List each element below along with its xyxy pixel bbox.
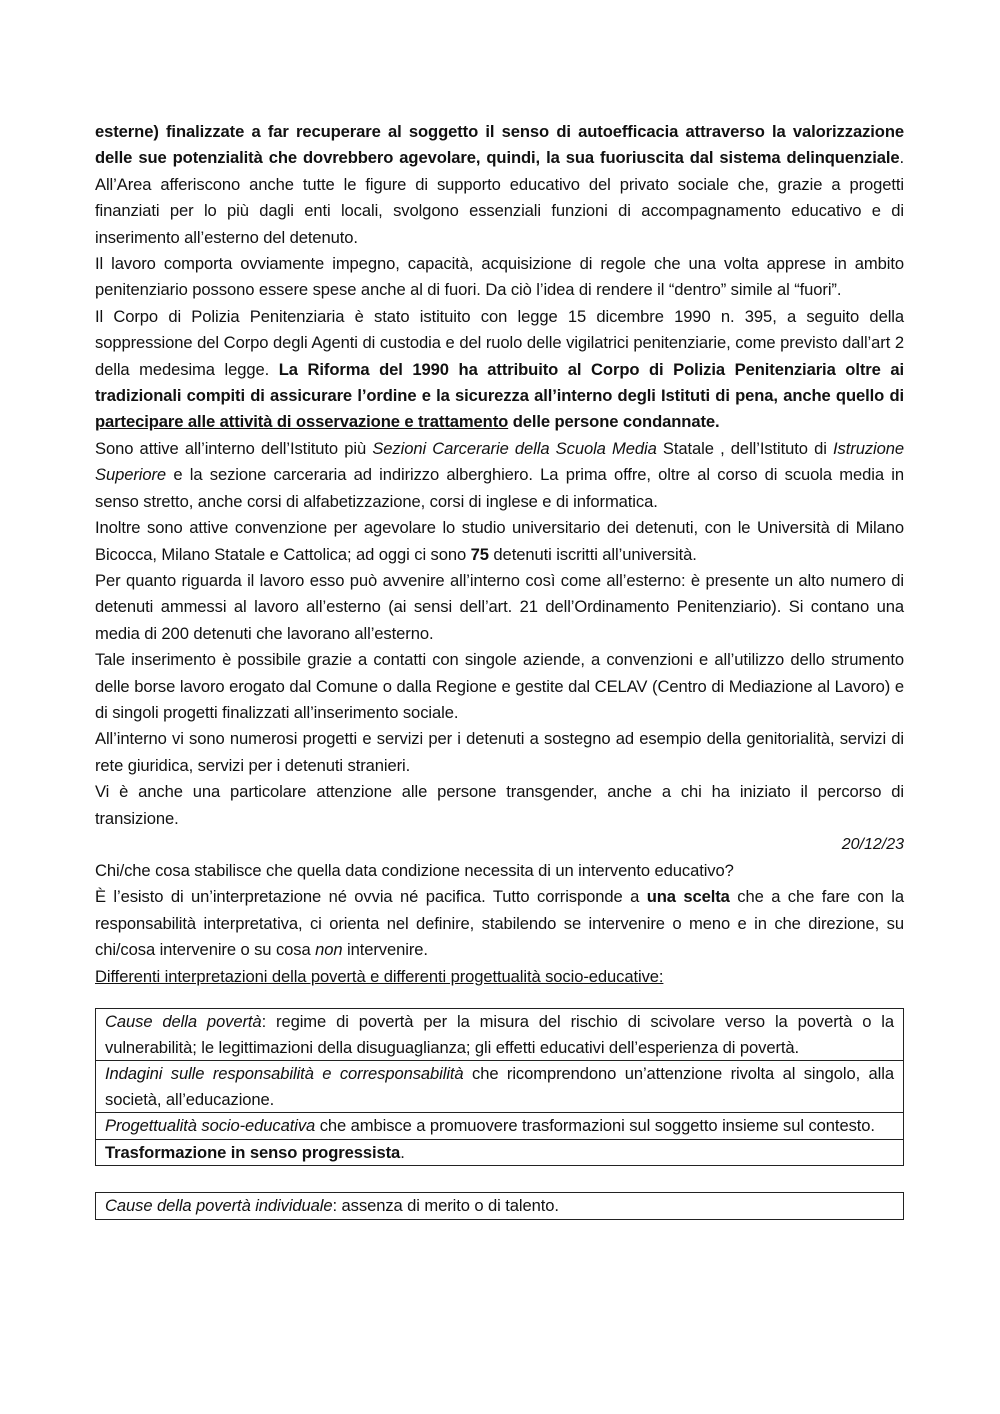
text-run: Vi è anche una particolare attenzione alle persone transgender, anche a chi ha iniziato il percorso di transizione.: [95, 782, 904, 828]
text-run: Il lavoro comporta ovviamente impegno, capacità, acquisizione di regole che una volta apprese in ambito penitenziario possono essere spese anche al di fuori. Da ciò l’idea di rendere il “dentro” simile al “fuori”.: [95, 254, 904, 300]
text-run: partecipare alle attività di osservazione e trattamento: [95, 412, 509, 432]
text-run: Sezioni Carcerarie della Scuola Media: [372, 438, 657, 458]
paragraph: [95, 304, 904, 436]
text-run: Progettualità socio-educativa: [105, 1116, 316, 1135]
text-run: che a che fare con la responsabilità interpretativa, ci orienta nel definire, stabilendo se intervenire o meno e in che direzione, su chi/cosa intervenire o su cosa: [95, 887, 904, 960]
paragraph: [95, 726, 904, 779]
text-run: Chi/che cosa stabilisce che quella data condizione necessita di un intervento educativo?: [95, 860, 734, 880]
table-row: [96, 1139, 904, 1166]
table-row: [96, 1061, 904, 1113]
table-cell: [96, 1193, 904, 1220]
table-cell: [96, 1009, 904, 1061]
table-row: [96, 1009, 904, 1061]
body-text-section-2: [95, 858, 904, 990]
text-run: intervenire.: [342, 940, 428, 960]
text-run: All’interno vi sono numerosi progetti e servizi per i detenuti a sostegno ad esempio della genitorialità, servizi di rete giuridica, servizi per i detenuti stranieri.: [95, 729, 904, 775]
text-run: Inoltre sono attive convenzione per agevolare lo studio universitario dei detenuti, con le Università di Milano Bicocca, Milano Statale e Cattolica; ad oggi ci sono: [95, 518, 904, 564]
paragraph: [95, 251, 904, 304]
text-run: Statale , dell’Istituto di: [656, 438, 834, 458]
text-run: : regime di povertà per la misura del rischio di scivolare verso la povertà o la vulnerabilità; le legittimazioni della disuguaglianza; gli effetti educativi dell’esperienza di povertà.: [105, 1012, 895, 1057]
table-cell: [96, 1113, 904, 1140]
text-run: È l’esisto di un’interpretazione né ovvia né pacifica. Tutto corrisponde a: [95, 887, 647, 907]
text-run: Il Corpo di Polizia Penitenziaria è stato istituito con legge 15 dicembre 1990 n. 395, a seguito della soppressione del Corpo degli Agenti di custodia e del ruolo delle vigilatrici penitenziarie, come previsto dall’art 2 della medesima legge.: [95, 306, 904, 379]
text-run: che ricomprendono un’attenzione rivolta al singolo, alla società, all’educazione.: [105, 1064, 894, 1109]
text-run: : assenza di merito o di talento.: [332, 1196, 559, 1215]
table-row: [96, 1113, 904, 1140]
text-run: Istruzione Superiore: [95, 438, 904, 485]
text-run: esterne) finalizzate a far recuperare al soggetto il senso di autoefficacia attraverso la valorizzazione delle sue potenzialità che dovrebbero agevolare, quindi, la sua fuoriuscita dal sistema delinquenziale: [95, 122, 904, 168]
entry-date: 20/12/23: [841, 835, 904, 853]
text-run: Trasformazione in senso progressista: [105, 1142, 401, 1162]
text-run: .: [400, 1142, 405, 1162]
spacer: [95, 1166, 904, 1192]
paragraph: [95, 779, 904, 832]
table-row: [96, 1193, 904, 1220]
paragraph: [95, 858, 904, 884]
text-run: La Riforma del 1990 ha attribuito al Corpo di Polizia Penitenziaria oltre ai tradizionali compiti di assicurare l’ordine e la sicurezza all’interno degli Istituti di pena, anche quello di: [95, 359, 905, 406]
spacer: [95, 990, 904, 1008]
table-cell: [96, 1139, 904, 1166]
text-run: Cause della povertà: [105, 1012, 262, 1031]
text-run: che ambisce a promuovere trasformazioni sul soggetto insieme sul contesto.: [315, 1116, 875, 1135]
text-run: 75: [470, 544, 489, 564]
text-run: non: [315, 940, 343, 960]
text-run: Tale inserimento è possibile grazie a contatti con singole aziende, a convenzioni e all’utilizzo dello strumento delle borse lavoro erogato dal Comune o dalla Regione e gestite dal CELAV (Centro di Mediazione al Lavoro) e di singoli progetti finalizzati all’inserimento sociale.: [95, 650, 904, 722]
paragraph: [95, 515, 904, 568]
text-run: e la sezione carceraria ad indirizzo alberghiero. La prima offre, oltre al corso di scuola media in senso stretto, anche corsi di alfabetizzazione, corsi di inglese e di informatica.: [95, 465, 904, 511]
text-run: Sono attive all’interno dell’Istituto più: [95, 438, 373, 458]
paragraph: [95, 568, 904, 647]
text-run: Indagini sulle responsabilità e corresponsabilità: [105, 1064, 464, 1083]
paragraph: [95, 119, 904, 251]
text-run: detenuti iscritti all’università.: [488, 544, 697, 564]
body-text-section-1: [95, 119, 904, 832]
poverty-interpretation-table: [95, 1008, 904, 1166]
text-run: Differenti interpretazioni della povertà e differenti progettualità socio-educative:: [95, 966, 664, 986]
text-run: . All’Area afferiscono anche tutte le figure di supporto educativo del privato sociale che, grazie a progetti finanziati per lo più dagli enti locali, svolgono essenziali funzioni di accompagnamento educativo e di inserimento all’esterno del detenuto.: [95, 148, 904, 247]
paragraph: [95, 647, 904, 726]
text-run: delle persone condannate.: [508, 412, 720, 432]
individual-poverty-table: [95, 1192, 904, 1220]
text-run: Cause della povertà individuale: [105, 1196, 333, 1215]
table-cell: [96, 1061, 904, 1113]
paragraph: [95, 964, 904, 990]
text-run: una scelta: [646, 887, 730, 907]
paragraph: [95, 884, 904, 963]
text-run: Per quanto riguarda il lavoro esso può avvenire all’interno così come all’esterno: è presente un alto numero di detenuti ammessi al lavoro all’esterno (ai sensi dell’art. 21 dell’Ordinamento Penitenziario). Si contano una media di 200 detenuti che lavorano all’esterno.: [95, 570, 904, 643]
paragraph: [95, 436, 904, 515]
